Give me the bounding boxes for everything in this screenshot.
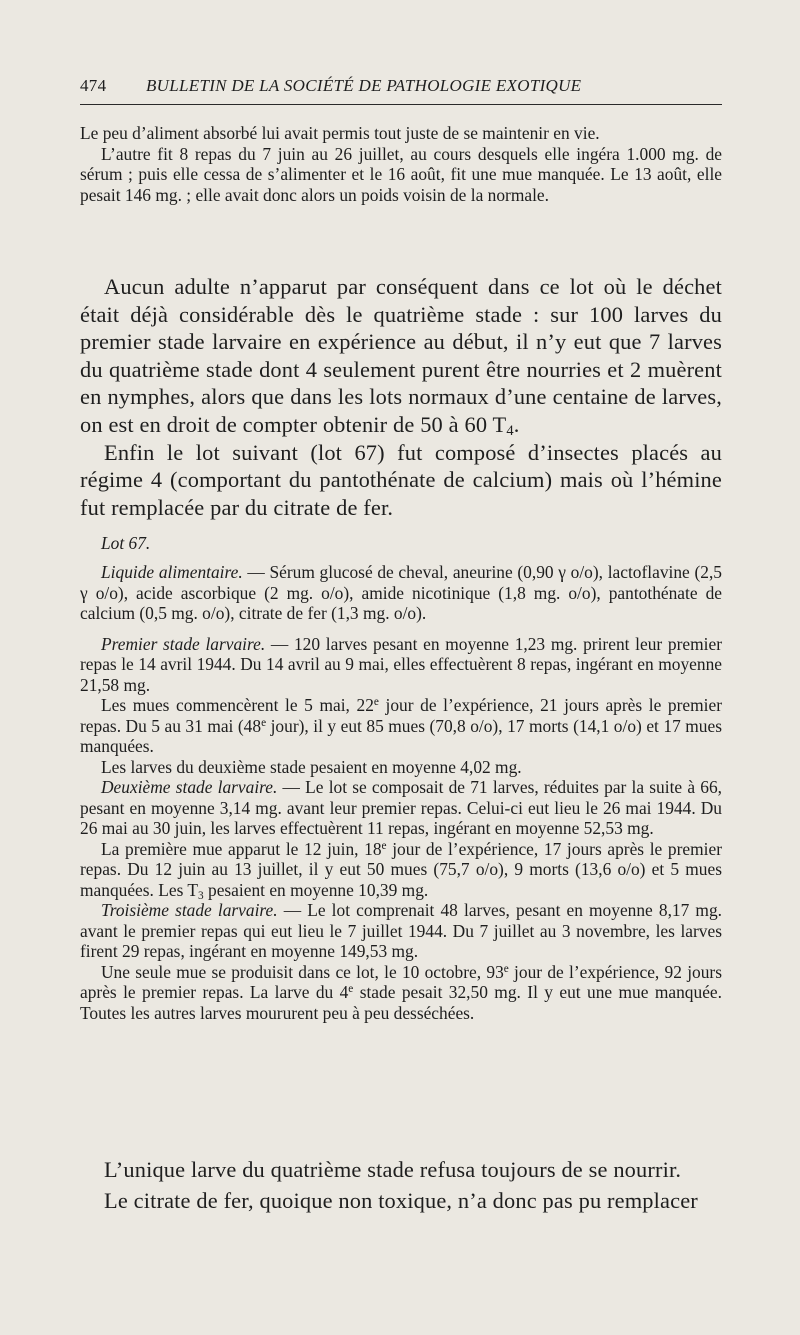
- ordinal-sup: e: [503, 962, 509, 975]
- ordinal-sup: e: [373, 696, 379, 708]
- stage3-molts-a: Une seule mue se produisit dans ce lot, le 10 octobre, 93: [101, 961, 504, 982]
- lot-section: [80, 533, 722, 1023]
- page-number: 474: [80, 76, 107, 95]
- stage1-paragraph: [80, 634, 722, 696]
- intro-block: [80, 123, 722, 205]
- stage1-label: Premier stade larvaire.: [101, 633, 266, 654]
- stage1-molts-paragraph: [80, 695, 722, 757]
- journal-title: BULLETIN DE LA SOCIÉTÉ DE PATHOLOGIE EXOTIQUE: [146, 76, 582, 95]
- stage2-label: Deuxième stade larvaire.: [101, 777, 278, 797]
- main-block: [80, 273, 722, 521]
- running-header: [80, 76, 722, 100]
- stage3-molts-b: jour de l’expérience, 92 jours après le premier repas. La larve du 4: [80, 961, 722, 1002]
- closing-paragraph-2: Le citrate de fer, quoique non toxique, n’a donc pas pu remplacer: [104, 1188, 698, 1213]
- stage1-molts-a: Les mues commencèrent le 5 mai, 22: [101, 695, 374, 715]
- intro-paragraph-1: Le peu d’aliment absorbé lui avait permis tout juste de se maintenir en vie.: [80, 123, 600, 143]
- t-subscript: 4: [506, 422, 514, 439]
- stage3-paragraph: [80, 900, 722, 962]
- header-rule: [80, 104, 722, 105]
- stage1-text: — 120 larves pesant en moyenne 1,23 mg. prirent leur premier repas le 14 avril 1944. Du 14 avril au 9 mai, elles effectuèrent 8 repas, ingérant en moyenne 21,58 mg.: [80, 633, 722, 695]
- stage3-label: Troisième stade larvaire.: [101, 900, 278, 920]
- closing-block: [80, 1154, 722, 1216]
- stage2-paragraph: [80, 777, 722, 839]
- ordinal-sup: e: [348, 983, 354, 995]
- stage2-molts-c: pesaient en moyenne 10,39 mg.: [203, 879, 429, 900]
- main-paragraph-1-text: Aucun adulte n’apparut par conséquent dans ce lot où le déchet était déjà considérable dès le quatrième stade : sur 100 larves du premier stade larvaire en expérience au début, il n’y eut que 7 larves du quatrième stade dont 4 seulement purent être nourries et 2 muèrent en nymphes, alors que dans les lots normaux d’une centaine de larves, on est en droit de compter obtenir de 50 à 60 T: [80, 274, 722, 437]
- stage1-weight-paragraph: Les larves du deuxième stade pesaient en moyenne 4,02 mg.: [101, 756, 522, 777]
- intro-paragraph-2: L’autre fit 8 repas du 7 juin au 26 juillet, au cours desquels elle ingéra 1.000 mg. de sérum ; puis elle cessa de s’alimenter et le 16 août, fit une mue manquée. Le 13 août, elle pesait 146 mg. ; elle avait donc alors un poids voisin de la normale.: [80, 143, 722, 205]
- stage2-text: — Le lot se composait de 71 larves, réduites par la suite à 66, pesant en moyenne 3,14 mg. avant leur premier repas. Celui-ci eut lieu le 26 mai 1944. Du 26 mai au 30 juin, les larves effectuèrent 11 repas, ingérant en moyenne 52,53 mg.: [80, 777, 722, 838]
- diet-paragraph: [80, 562, 722, 624]
- main-paragraph-1: [80, 273, 722, 439]
- stage3-text: — Le lot comprenait 48 larves, pesant en moyenne 8,17 mg. avant le premier repas qui eut lieu le 7 juillet 1944. Du 7 juillet au 3 novembre, les larves firent 29 repas, ingérant en moyenne 149,53 mg.: [80, 900, 722, 961]
- stage2-molts-paragraph: [80, 839, 722, 901]
- ordinal-sup: e: [381, 839, 387, 852]
- ordinal-sup: e: [261, 716, 267, 729]
- stage3-molts-paragraph: [80, 962, 722, 1024]
- diet-label: Liquide alimentaire.: [101, 562, 243, 582]
- stage2-molts-a: La première mue apparut le 12 juin, 18: [101, 838, 382, 859]
- main-paragraph-2: Enfin le lot suivant (lot 67) fut composé d’insectes placés au régime 4 (comportant du pantothénate de calcium) mais où l’hémine fut remplacée par du citrate de fer.: [80, 439, 722, 520]
- closing-paragraph-1: L’unique larve du quatrième stade refusa toujours de se nourrir.: [104, 1157, 682, 1182]
- stage3-molts-c: stade pesait 32,50 mg. Il y eut une mue manquée. Toutes les autres larves moururent peu à peu desséchées.: [80, 982, 722, 1023]
- main-paragraph-1-end: .: [513, 411, 520, 437]
- t-subscript: 3: [198, 889, 204, 902]
- stage1-molts-c: jour), il y eut 85 mues (70,8 o/o), 17 morts (14,1 o/o) et 17 mues manquées.: [80, 715, 722, 756]
- stage2-molts-b: jour de l’expérience, 17 jours après le premier repas. Du 12 juin au 13 juillet, il y eut 50 mues (75,7 o/o), 9 morts (13,6 o/o) et 5 mues manquées. Les T: [80, 838, 722, 900]
- diet-text: — Sérum glucosé de cheval, aneurine (0,90 γ o/o), lactoflavine (2,5 γ o/o), acide ascorbique (2 mg. o/o), amide nicotinique (1,8 mg. o/o), pantothénate de calcium (0,5 mg. o/o), citrate de fer (1,3 mg. o/o).: [80, 562, 722, 623]
- lot-heading: Lot 67.: [101, 533, 151, 553]
- stage1-molts-b: jour de l’expérience, 21 jours après le premier repas. Du 5 au 31 mai (48: [80, 695, 722, 736]
